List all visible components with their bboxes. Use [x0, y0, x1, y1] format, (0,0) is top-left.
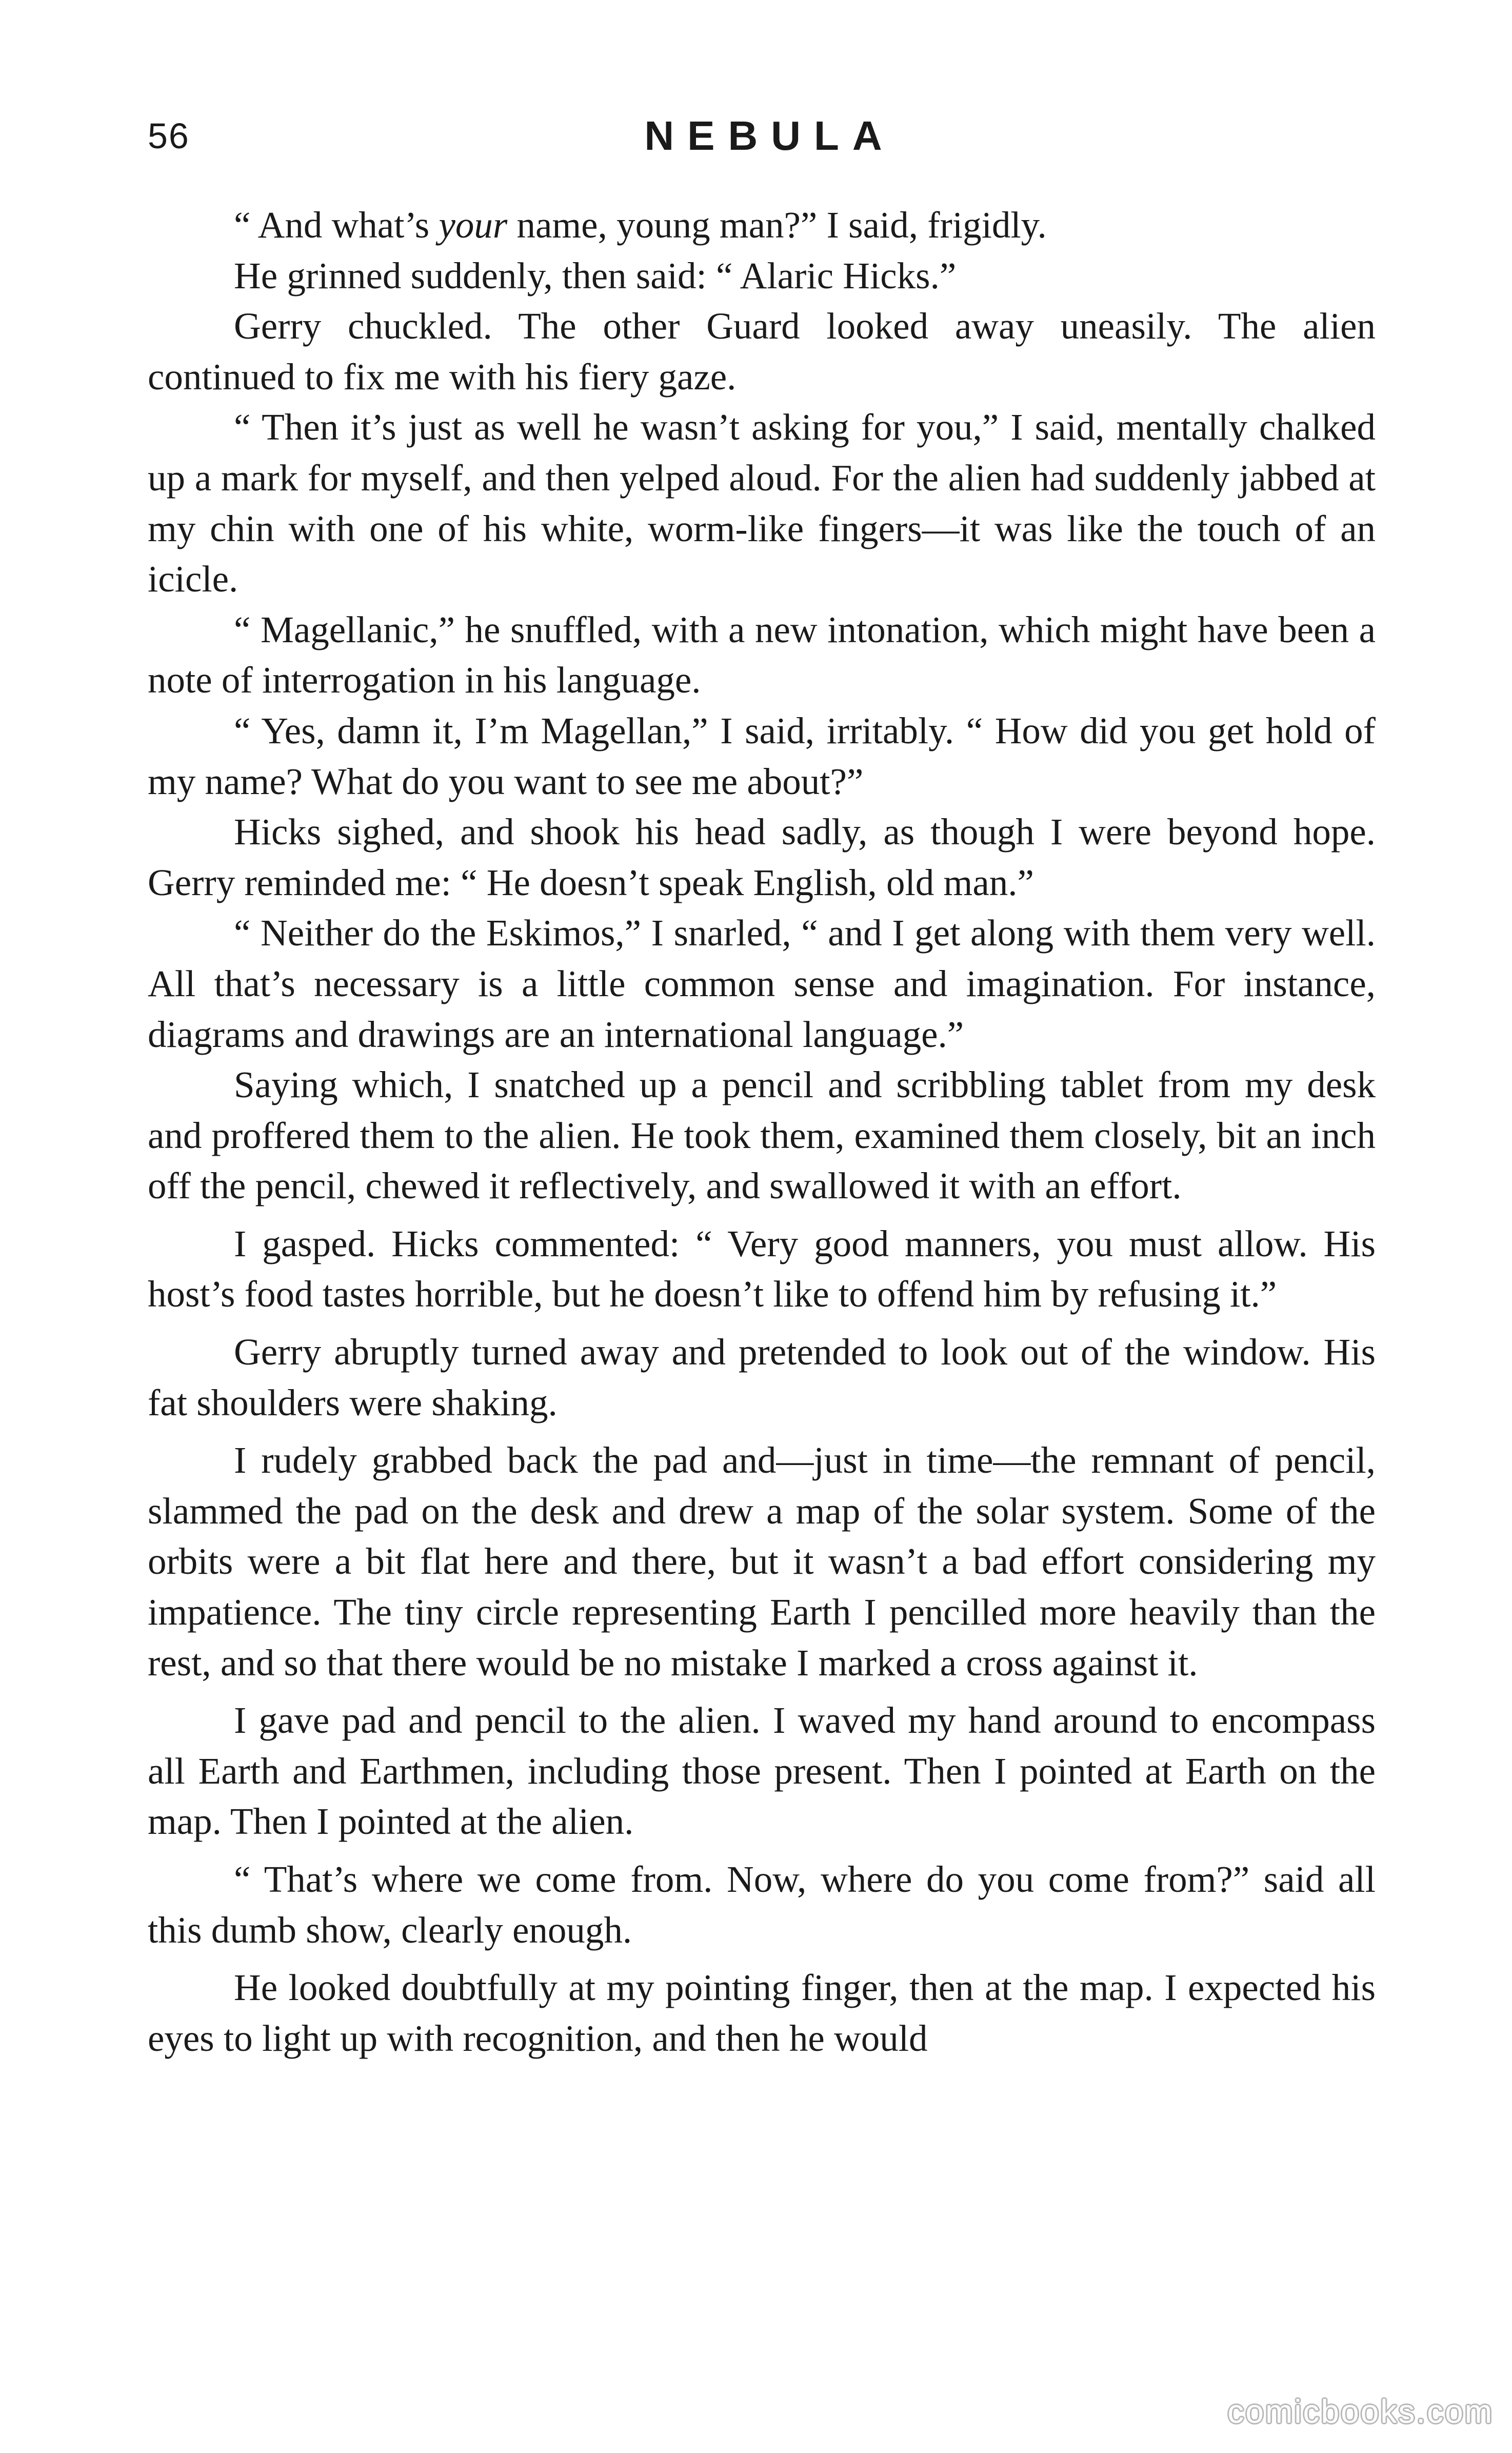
paragraph-14: “ That’s where we come from. Now, where do you come from?” said all this dumb show, clearly enough.	[148, 1858, 1376, 1951]
emphasized-word: your	[439, 204, 508, 246]
running-head-title: NEBULA	[644, 113, 896, 159]
paragraph-5: “ Magellanic,” he snuffled, with a new intonation, which might have been a note of interrogation in his language.	[148, 608, 1376, 701]
paragraph-3: Gerry chuckled. The other Guard looked away uneasily. The alien continued to fix me with his fiery gaze.	[148, 305, 1376, 398]
paragraph-12: I rudely grabbed back the pad and—just in time—the remnant of pencil, slammed the pad on the desk and drew a map of the solar system. Some of the orbits were a bit flat here and there, but it wasn’t a bad effort considering my impatience. The tiny circle representing Earth I pencilled more heavily than the rest, and so that there would be no mistake I marked a cross against it.	[148, 1439, 1376, 1684]
paragraph-11: Gerry abruptly turned away and pretended to look out of the window. His fat shoulders were shaking.	[148, 1331, 1376, 1423]
page-header	[148, 105, 1379, 167]
paragraph-8: “ Neither do the Eskimos,” I snarled, “ and I get along with them very well. All that’s necessary is a little common sense and imagination. For instance, diagrams and drawings are an international language.”	[148, 912, 1376, 1055]
paragraph-7: Hicks sighed, and shook his head sadly, as though I were beyond hope. Gerry reminded me: “ He doesn’t speak English, old man.”	[148, 811, 1376, 903]
paragraph-15: He looked doubtfully at my pointing finger, then at the map. I expected his eyes to light up with recognition, and then he would	[148, 1967, 1376, 2059]
paragraph-13: I gave pad and pencil to the alien. I waved my hand around to encompass all Earth and Earthmen, including those present. Then I pointed at Earth on the map. Then I pointed at the alien.	[148, 1699, 1376, 1843]
site-watermark: comicbooks.com	[1227, 2393, 1494, 2430]
paragraph-4: “ Then it’s just as well he wasn’t asking for you,” I said, mentally chalked up a mark for myself, and then yelped aloud. For the alien had suddenly jabbed at my chin with one of his white, worm-like fingers—it was like the touch of an icicle.	[148, 406, 1376, 600]
paragraph-2: He grinned suddenly, then said: “ Alaric Hicks.”	[234, 254, 957, 296]
page-number: 56	[148, 116, 190, 156]
paragraph-9: Saying which, I snatched up a pencil and scribbling tablet from my desk and proffered them to the alien. He took them, examined them closely, bit an inch off the pencil, chewed it reflectively, and swallowed it with an effort.	[148, 1064, 1376, 1207]
body-text	[148, 200, 1376, 2064]
paragraph-10: I gasped. Hicks commented: “ Very good manners, you must allow. His host’s food tastes horrible, but he doesn’t like to offend him by refusing it.”	[148, 1222, 1376, 1315]
paragraph-1: “ And what’s your name, young man?” I said, frigidly.	[234, 204, 1047, 246]
paragraph-6: “ Yes, damn it, I’m Magellan,” I said, irritably. “ How did you get hold of my name? What do you want to see me about?”	[148, 709, 1376, 802]
